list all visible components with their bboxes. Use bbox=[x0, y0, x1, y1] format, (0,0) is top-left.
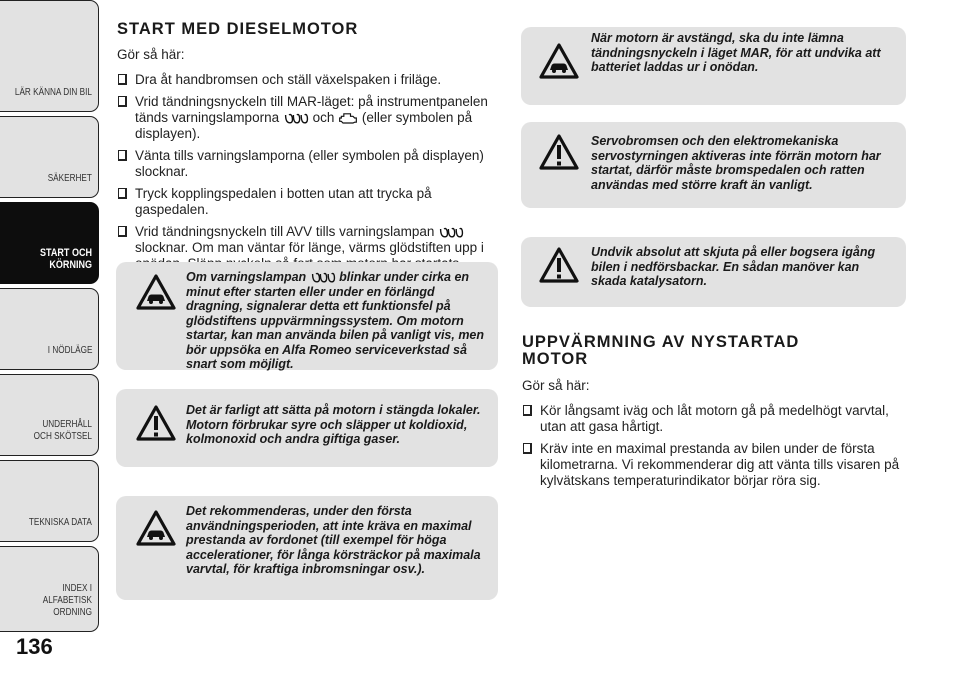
checkbox-bullet-icon bbox=[523, 405, 532, 416]
warmup-steps-list bbox=[522, 403, 907, 495]
caution-box-ignition-key: När motorn är avstängd, ska du inte lämna tändningsnyckeln i läget MAR, för att undvika att batteriet laddas ur i onödan. bbox=[521, 27, 906, 105]
intro-text: Gör så här: bbox=[117, 47, 185, 62]
glow-plug-icon bbox=[283, 112, 309, 125]
car-warning-icon bbox=[539, 43, 579, 79]
glow-plug-icon bbox=[310, 271, 336, 284]
checkbox-bullet-icon bbox=[118, 150, 127, 161]
tab-tekniska-data[interactable]: TEKNISKA DATA bbox=[0, 460, 99, 542]
warning-box-servo: Servobromsen och den elektromekaniska servostyrningen aktiveras inte förrän motorn har startat, därför måste bromspedalen och ratten användas med större kraft än vanligt. bbox=[521, 122, 906, 208]
glow-plug-icon bbox=[438, 226, 464, 239]
warning-triangle-icon bbox=[539, 247, 579, 283]
list-item: Kör långsamt iväg och låt motorn gå på medelhögt varvtal, utan att gasa hårtigt. bbox=[522, 403, 907, 435]
list-item: Kräv inte en maximal prestanda av bilen under de första kilometrarna. Vi rekommenderar dig att vänta tills visaren på kylvätskans temperaturindikator börjar röra sig. bbox=[522, 441, 907, 489]
caution-box-glow-plug: Om varningslampan blinkar under cirka en minut efter starten eller under en förlängd dragning, signalerar detta ett funktionsfel på glödstiftens uppvärmningssystem. Om motorn startar, kan man använda bilen på vanligt vis, men bör uppsöka en Alfa Romeo serviceverkstad så snart som möjligt. bbox=[116, 262, 498, 370]
tab-index-i-alfabetisk-ordning[interactable]: INDEX I ALFABETISK ORDNING bbox=[0, 546, 99, 632]
list-item: Vänta tills varningslamporna (eller symbolen på displayen) slocknar. bbox=[117, 148, 502, 180]
warning-triangle-icon bbox=[136, 405, 176, 441]
warning-box-towing: Undvik absolut att skjuta på eller bogsera igång bilen i nedförsbackar. En sådan manöver kan skada katalysatorn. bbox=[521, 237, 906, 307]
tab-lar-kanna-din-bil[interactable]: LÄR KÄNNA DIN BIL bbox=[0, 0, 99, 112]
engine-icon bbox=[338, 111, 358, 125]
heading-start-dieselmotor: START MED DIESELMOTOR bbox=[117, 20, 359, 38]
checkbox-bullet-icon bbox=[118, 74, 127, 85]
list-item: Vrid tändningsnyckeln till AVV tills varningslampan slocknar. Om man väntar för länge, värms glödstiften upp i bbox=[117, 224, 502, 272]
start-steps-list bbox=[117, 72, 502, 278]
tab-underhall-och-skotsel[interactable]: UNDERHÅLL OCH SKÖTSEL bbox=[0, 374, 99, 456]
checkbox-bullet-icon bbox=[118, 96, 127, 107]
chapter-sidebar bbox=[0, 0, 100, 660]
warning-box-closed-spaces: Det är farligt att sätta på motorn i stängda lokaler. Motorn förbrukar syre och släpper ut koldioxid, kolmonoxid och andra giftiga gaser. bbox=[116, 389, 498, 467]
tab-i-nodlage[interactable]: I NÖDLÄGE bbox=[0, 288, 99, 370]
tab-sakerhet[interactable]: SÄKERHET bbox=[0, 116, 99, 198]
intro-text: Gör så här: bbox=[522, 378, 590, 393]
caution-box-breaking-in: Det rekommenderas, under den första användningsperioden, att inte kräva en maximal prestanda av fordonet (till exempel för höga accelerationer, för långa körsträckor på maximala varvtal, för kraftiga inbromsningar osv.). bbox=[116, 496, 498, 600]
checkbox-bullet-icon bbox=[118, 226, 127, 237]
list-item: Vrid tändningsnyckeln till MAR-läget: på instrumentpanelen tänds varningslamporna och (eller symbolen på displayen). bbox=[117, 94, 502, 142]
page-number: 136 bbox=[16, 634, 53, 659]
tab-start-och-korning[interactable]: START OCH KÖRNING bbox=[0, 202, 99, 284]
list-item: Dra åt handbromsen och ställ växelspaken i friläge. bbox=[117, 72, 502, 88]
checkbox-bullet-icon bbox=[523, 443, 532, 454]
heading-uppvarmning: UPPVÄRMNING AV NYSTARTAD MOTOR bbox=[522, 333, 800, 368]
list-item: Tryck kopplingspedalen i botten utan att trycka på gaspedalen. bbox=[117, 186, 502, 218]
checkbox-bullet-icon bbox=[118, 188, 127, 199]
